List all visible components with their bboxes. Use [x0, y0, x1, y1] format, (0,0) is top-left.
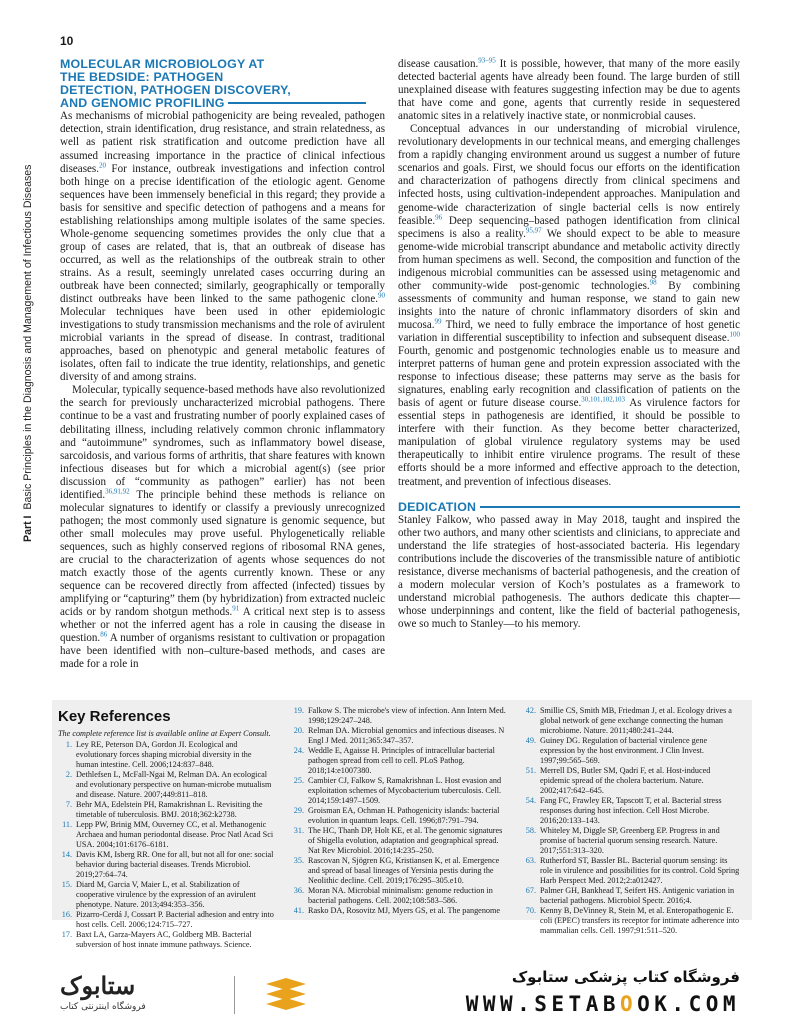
reference-number: 58. — [525, 826, 536, 835]
reference-number: 54. — [525, 796, 536, 805]
reference-item — [290, 906, 506, 916]
reference-number: 49. — [525, 736, 536, 745]
reference-text: Rasko DA, Rosovitz MJ, Myers GS, et al. The pangenome — [308, 906, 501, 915]
reference-item — [58, 850, 274, 880]
reference-number: 20. — [293, 726, 304, 735]
reference-number: 7. — [65, 800, 72, 809]
reference-item — [290, 776, 506, 806]
reference-number: 24. — [293, 746, 304, 755]
reference-item — [522, 736, 742, 766]
dedication-heading-text: DEDICATION — [398, 499, 477, 514]
reference-text: Smillie CS, Smith MB, Friedman J, et al. Ecology drives a global network of gene exchange connecting the human microbiome. Nature. 2011;480:241–244. — [540, 706, 732, 735]
key-references-title: Key References — [58, 708, 171, 725]
reference-number: 19. — [293, 706, 304, 715]
book-stack-icon — [262, 976, 310, 1016]
reference-text: Merrell DS, Butler SM, Qadri F, et al. Host-induced epidemic spread of the cholera bacterium. Nature. 2002;417:642–645. — [540, 766, 711, 795]
reference-text: Relman DA. Microbial genomics and infectious diseases. N Engl J Med. 2011;365:347–357. — [308, 726, 505, 745]
reference-item — [290, 726, 506, 746]
reference-item — [58, 880, 274, 910]
reference-number: 51. — [525, 766, 536, 775]
reference-text: Baxt LA, Garza-Mayers AC, Goldberg MB. Bacterial subversion of host innate immune pathways. Science. — [76, 930, 252, 949]
reference-text: Moran NA. Microbial minimalism: genome reduction in bacterial pathogens. Cell. 2002;108:583–586. — [308, 886, 493, 905]
reference-item — [290, 826, 506, 856]
reference-number: 41. — [293, 906, 304, 915]
reference-number: 35. — [293, 856, 304, 865]
reference-text: Lepp PW, Brinig MM, Ouverney CC, et al. Methanogenic Archaea and human periodontal disease. Proc Natl Acad Sci USA. 2004;101:6176–6181. — [76, 820, 274, 849]
reference-item — [290, 886, 506, 906]
reference-item — [58, 800, 274, 820]
reference-item — [290, 806, 506, 826]
reference-item — [522, 796, 742, 826]
reference-item — [522, 906, 742, 936]
reference-item — [290, 706, 506, 726]
heading-line-1: MOLECULAR MICROBIOLOGY AT — [60, 57, 265, 71]
reference-text: Cambier CJ, Falkow S, Ramakrishnan L. Host evasion and exploitation schemes of Mycobacterium tuberculosis. Cell. 2014;159:1497–1509. — [308, 776, 502, 805]
running-head-title: Basic Principles in the Diagnosis and Management of Infectious Diseases — [22, 164, 34, 510]
reference-text: Pizarro-Cerdá J, Cossart P. Bacterial adhesion and entry into host cells. Cell. 2006;124:715–727. — [76, 910, 274, 929]
heading-line-2: THE BEDSIDE: PATHOGEN — [60, 70, 224, 85]
reference-column-1 — [58, 740, 274, 950]
paragraph-molecular-1: As mechanisms of microbial pathogenicity are being revealed, pathogen detection, strain identification, drug resistance, and strain relatedness, as well as patient risk stratification and outcome prediction have all assumed increasing importance in the practice of clinical infectious diseases.$^{20}$ For instance, outbreak investigations and infection control both hinge on a precise identification of the etiologic agent. Genome sequences have been immensely beneficial in this regard; they provide a basis for sensitive and specific detection of pathogens and a means for establishing relationships among multiple isolates of the same species. Whole-genome sequencing sometimes provides the only clue that a group of cases are related, that is, that an outbreak of disease has occurred, as well as the relationships of the outbreak strain to other strains. As a result, seemingly unrelated cases occurring during an outbreak have been connected; similarly, geographically or temporally distinct outbreaks have been linked to the same pathogenic clone.$^{90}$ Molecular techniques have been used in other epidemiologic investigations to study transmission mechanisms and the role of avirulent microbial variants in the spread of disease. In contrast, traditional approaches, based on phenotypic and general metabolic features of isolates, often fail to indicate the true identity, relationships, and genetic diversity of and among strains. — [60, 110, 385, 384]
reference-text: Rutherford ST, Bassler BL. Bacterial quorum sensing: its role in virulence and possibilities for its control. Cold Spring Harb Perspect Med. 2012;2:a012427. — [540, 856, 740, 885]
reference-column-2 — [290, 706, 506, 916]
left-column — [60, 58, 385, 671]
reference-text: Behr MA, Edelstein PH, Ramakrishnan L. Revisiting the timetable of tuberculosis. BMJ. 2018;362:k2738. — [76, 800, 263, 819]
reference-item — [58, 910, 274, 930]
reference-item — [290, 856, 506, 886]
reference-number: 11. — [62, 820, 72, 829]
key-references-note: The complete reference list is available online at Expert Consult. — [58, 729, 271, 738]
reference-number: 16. — [61, 910, 72, 919]
reference-text: The HC, Thanh DP, Holt KE, et al. The genomic signatures of Shigella evolution, adaptation and geographical spread. Nat Rev Microbiol. 2016;14:235–250. — [308, 826, 503, 855]
reference-text: Ley RE, Peterson DA, Gordon JI. Ecological and evolutionary forces shaping microbial diversity in the human intestine. Cell. 2006;124:837–848. — [76, 740, 252, 769]
citation[interactable]: 99 — [434, 317, 442, 326]
section-heading-molecular — [60, 58, 385, 110]
running-head-vertical — [22, 72, 44, 542]
reference-text: Weddle E, Agaisse H. Principles of intracellular bacterial pathogen spread from cell to cell. PLoS Pathog. 2018;14:e1007380. — [308, 746, 495, 775]
reference-item — [58, 770, 274, 800]
reference-number: 67. — [525, 886, 536, 895]
key-references-box — [52, 700, 752, 949]
reference-item — [522, 706, 742, 736]
reference-number: 70. — [525, 906, 536, 915]
reference-number: 1. — [65, 740, 72, 749]
footer-divider — [234, 976, 235, 1014]
reference-number: 17. — [61, 930, 72, 939]
citation[interactable]: 90 — [378, 291, 385, 300]
citation[interactable]: 96 — [435, 212, 443, 221]
section-heading-dedication — [398, 501, 740, 514]
reference-item — [522, 766, 742, 796]
reference-text: Rascovan N, Sjögren KG, Kristiansen K, et al. Emergence and spread of basal lineages of Yersinia pestis during the Neolithic decline. Cell. 2019;176:295–305.e10. — [308, 856, 500, 885]
reference-column-3 — [522, 706, 742, 936]
right-column — [398, 58, 740, 631]
reference-text: Palmer GH, Bankhead T, Seifert HS. Antigenic variation in bacterial pathogens. Microbiol Spectr. 2016;4. — [540, 886, 735, 905]
store-name: فروشگاه کتاب پزشکی ستابوک — [511, 968, 740, 986]
reference-number: 42. — [525, 706, 536, 715]
reference-text: Dethlefsen L, McFall-Ngai M, Relman DA. An ecological and evolutionary perspective on human-microbe mutualism and disease. Nature. 2007;449:811–818. — [76, 770, 272, 799]
running-head-part: Part I — [22, 515, 34, 542]
publisher-footer — [0, 968, 800, 1023]
logo-subtitle: فروشگاه اینترنتی کتاب — [60, 1002, 146, 1012]
reference-text: Davis KM, Isberg RR. One for all, but not all for one: social behavior during bacterial diseases. Trends Microbiol. 2019;27:64–74. — [76, 850, 274, 879]
citation[interactable]: 91 — [232, 604, 240, 613]
citation[interactable]: 93–95 — [478, 56, 496, 65]
citation[interactable]: 20 — [98, 160, 106, 169]
reference-text: Whiteley M, Diggle SP, Greenberg EP. Progress in and promise of bacterial quorum sensing research. Nature. 2017;551:313–320. — [540, 826, 720, 855]
citation[interactable]: 95,97 — [525, 225, 542, 234]
reference-item — [58, 820, 274, 850]
store-logo[interactable] — [60, 972, 250, 1020]
running-head-text — [22, 72, 34, 542]
paragraph-molecular-4: Conceptual advances in our understanding of microbial virulence, revolutionary developments in our technical means, and emerging challenges from a rapidly changing environment around us suggest a number of future scenarios and goals. First, we should focus our efforts on the identification and characterization of pathogens directly from clinical specimens and infected hosts, using cultivation-independent approaches. Manipulation and genome-wide characterization of single bacterial cells is now entirely feasible.$^{96}$ Deep sequencing–based pathogen identification from clinical specimens is also a reality.$^{95,97}$ We should expect to be able to measure genome-wide microbial transcript abundance and metabolic activity directly from human specimens as well. Second, the composition and function of the indigenous microbial communities can be assessed using metagenomic and other community-wide post-genomic technologies.$^{98}$ By combining assessments of community and human response, we stand to gain new insights into the nature of chronic inflammatory disorders of skin and mucosa.$^{99}$ Third, we need to fully embrace the importance of host genetic variation in differential susceptibility to infection and subsequent disease.$^{100}$ Fourth, genomic and postgenomic technologies enable us to measure and interpret patterns of human gene and protein expression associated with the response to infectious disease; these patterns may serve as the basis for signatures, enabling early recognition and classification of patients on the basis of agent or future disease course.$^{30,101,102,103}$ As virulence factors for essential steps in pathogenesis are identified, it should be possible to interfere with their function. As they become better characterized, manipulation of global virulence regulatory systems may be used therapeutically to inhibit entire virulence programs. The result of these efforts should be a more informed and effective approach to the detection, treatment, and prevention of infectious diseases. — [398, 123, 740, 488]
logo-wordmark: ستابوک — [60, 973, 136, 1000]
reference-number: 14. — [61, 850, 72, 859]
citation[interactable]: 86 — [100, 630, 108, 639]
heading-rule — [228, 102, 366, 104]
reference-number: 2. — [65, 770, 72, 779]
reference-text: Fang FC, Frawley ER, Tapscott T, et al. Bacterial stress responses during host infection. Cell Host Microbe. 2016;20:133–143. — [540, 796, 722, 825]
paragraph-dedication: Stanley Falkow, who passed away in May 2018, taught and inspired the other two authors, and many other scientists and clinicians, to appreciate and understand the life strategies of host-associated bacteria. His legendary contributions include the discoveries of the transmissible nature of antibiotic resistance, diverse mechanisms of bacterial pathogenesis, and the creation of a modern molecular version of Koch’s postulates as a framework to understand microbial pathogenesis. The authors dedicate this chapter—whose underpinnings and content, like the field of bacterial pathogenesis, owe so much to Stanley—to his memory. — [398, 513, 740, 631]
citation[interactable]: 30,101,102,103 — [581, 395, 625, 404]
reference-number: 25. — [293, 776, 304, 785]
reference-item — [522, 826, 742, 856]
citation[interactable]: 36,91,92 — [105, 487, 130, 496]
reference-item — [58, 930, 274, 950]
reference-text: Guiney DG. Regulation of bacterial virulence gene expression by the host environment. J Clin Invest. 1997;99:565–569. — [540, 736, 708, 765]
citation[interactable]: 98 — [649, 278, 657, 287]
reference-number: 36. — [293, 886, 304, 895]
reference-item — [58, 740, 274, 770]
page-number: 10 — [60, 34, 74, 48]
reference-text: Falkow S. The microbe's view of infection. Ann Intern Med. 1998;129:247–248. — [308, 706, 506, 725]
reference-text: Groisman EA, Ochman H. Pathogenicity islands: bacterial evolution in quantum leaps. Cell. 1996;87:791–794. — [308, 806, 500, 825]
heading-line-3: DETECTION, PATHOGEN DISCOVERY, — [60, 83, 291, 98]
reference-item — [522, 886, 742, 906]
reference-number: 63. — [525, 856, 536, 865]
reference-number: 31. — [293, 826, 304, 835]
reference-number: 15. — [61, 880, 72, 889]
paragraph-molecular-2: Molecular, typically sequence-based methods have also revolutionized the search for previously uncharacterized microbial pathogens. There continue to be a vast and frustrating number of poorly explained cases of debilitating illness, including relatively common chronic inflammatory and “autoimmune” syndromes, such as inflammatory bowel disease, sarcoidosis, and various forms of arthritis, that share features with known infectious diseases but for which a microbial agent(s) (see prior discussion of “community as pathogen” earlier) has not been identified.$^{36,91,92}$ The principle behind these methods is reliance on molecular signatures to identify or classify a previously unrecognized pathogen; the most commonly used signature is genomic sequence, but other small molecules may prove useful. Phylogenetically reliable sequences, such as highly conserved regions of ribosomal RNA genes, are crucial to the characterization of agents whose sequences do not match exactly those of the agents currently known. These or any sequence can be recovered directly from affected (infected) tissues by amplifying or “capturing” them (by hybridization) from extracted nucleic acids or by random shotgun methods.$^{91}$ A critical next step is to assess whether or not the inferred agent has a role in causing the disease in question.$^{86}$ A number of organisms resistant to cultivation or propagation have been identified with non–culture-based methods, and cases are made for a role in — [60, 384, 385, 671]
store-url[interactable]: WWW.SETABOOK.COM — [465, 992, 740, 1016]
heading-rule — [480, 506, 740, 508]
reference-number: 29. — [293, 806, 304, 815]
reference-item — [522, 856, 742, 886]
citation[interactable]: 100 — [729, 330, 740, 339]
reference-item — [290, 746, 506, 776]
reference-text: Kenny B, DeVinney R, Stein M, et al. Enteropathogenic E. coli (EPEC) transfers its receptor for intimate adherence into mammalian cells. Cell. 1997;91:511–520. — [540, 906, 740, 935]
paragraph-molecular-3: disease causation.$^{93-95}$ It is possible, however, that many of the more easily detected bacterial agents have already been found. The large burden of still unexplained disease with features suggesting infection may be due to agents that have come and gone, agents that currently reside in sequestered anatomic sites in a relatively inactive state, or nonmicrobial causes. — [398, 56, 740, 123]
heading-line-4: AND GENOMIC PROFILING — [60, 96, 225, 111]
reference-text: Diard M, Garcia V, Maier L, et al. Stabilization of cooperative virulence by the expression of an avirulent phenotype. Nature. 2013;494:353–356. — [76, 880, 256, 909]
